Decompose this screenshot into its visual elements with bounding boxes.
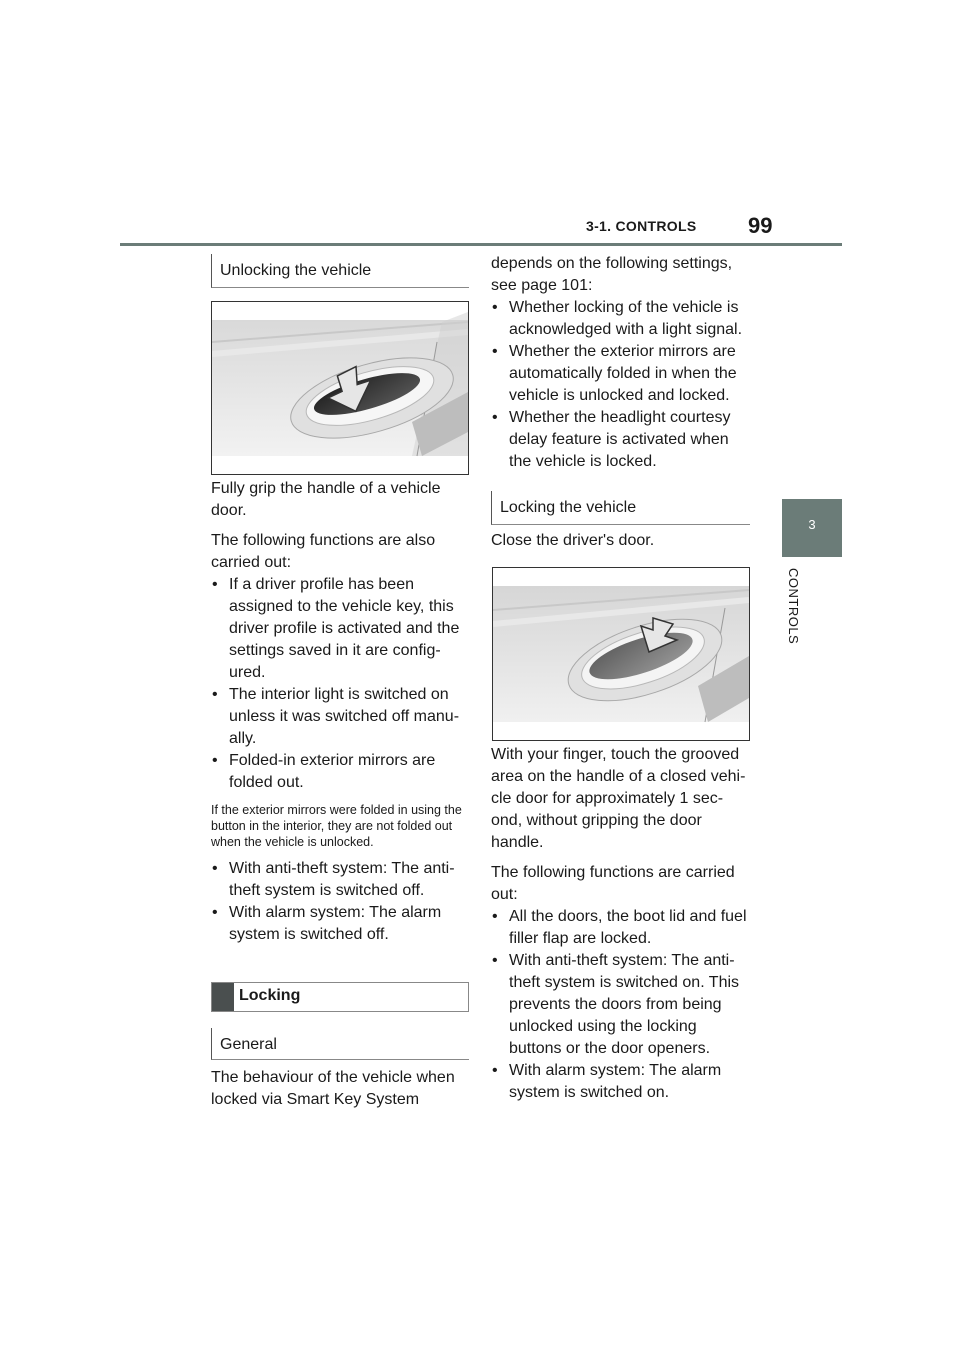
list-item: • With anti-theft system: The anti-theft system is switched on. This prevents the doors from being unlocked using the locking buttons or the door openers. [491, 950, 749, 1060]
unlocking-text-block [211, 478, 469, 954]
general-text-part-1: The behaviour of the vehicle when locked via Smart Key System [211, 1069, 455, 1108]
heading-locking [211, 982, 469, 1012]
list-item: • Whether locking of the vehicle is acknowledged with a light signal. [491, 297, 749, 341]
section-title: 3-1. CONTROLS [586, 218, 697, 234]
list-item: • With anti-theft system: The anti-theft system is switched off. [211, 858, 469, 902]
door-handle-illustration [212, 302, 468, 474]
locking-text-block [491, 744, 749, 1112]
heading-locking-text: Locking [239, 987, 301, 1004]
list-item: • The interior light is switched on unless it was switched off manu-ally. [211, 684, 469, 750]
list-item: • With alarm system: The alarm system is switched on. [491, 1060, 749, 1104]
list-item: • Whether the exterior mirrors are automatically folded in when the vehicle is unlocked and locked. [491, 341, 749, 407]
unlock-bullets-2 [211, 858, 469, 946]
lock-bullets [491, 906, 749, 1104]
settings-bullets [491, 297, 749, 473]
heading-general: General [211, 1028, 469, 1060]
header-rule [120, 243, 842, 246]
chapter-label: CONTROLS [786, 568, 801, 645]
unlock-note: If the exterior mirrors were folded in using the button in the interior, they are not folded out when the vehicle is unlocked. [211, 803, 462, 849]
unlock-functions-intro: The following functions are also carried out: [211, 532, 436, 571]
list-item: • Folded-in exterior mirrors are folded out. [211, 750, 469, 794]
lock-instruction: With your finger, touch the grooved area on the handle of a closed vehi-cle door for approximately 1 sec-ond, without gripping the door handle. [491, 746, 746, 851]
door-handle-illustration [493, 568, 749, 740]
heading-unlocking-vehicle: Unlocking the vehicle [211, 254, 469, 288]
door-handle-lock-image [492, 567, 750, 741]
door-handle-unlock-image [211, 301, 469, 475]
list-item: • Whether the headlight courtesy delay feature is activated when the vehicle is locked. [491, 407, 749, 473]
chapter-number: 3 [808, 517, 816, 532]
general-text-part-2: depends on the following settings, see page 101: [491, 255, 733, 294]
list-item: • With alarm system: The alarm system is switched off. [211, 902, 469, 946]
unlock-instruction: Fully grip the handle of a vehicle door. [211, 480, 441, 519]
general-text-right [491, 253, 749, 481]
lock-step: Close the driver's door. [491, 532, 655, 549]
general-text-left [211, 1067, 469, 1119]
heading-bar [212, 983, 234, 1011]
heading-locking-vehicle: Locking the vehicle [491, 491, 750, 525]
unlock-bullets-1 [211, 574, 469, 794]
list-item: • All the doors, the boot lid and fuel filler flap are locked. [491, 906, 749, 950]
list-item: • If a driver profile has been assigned to the vehicle key, this driver profile is activated and the settings saved in it are config-ured. [211, 574, 469, 684]
page-number: 99 [748, 213, 773, 238]
lock-functions-intro: The following functions are carried out: [491, 864, 735, 903]
